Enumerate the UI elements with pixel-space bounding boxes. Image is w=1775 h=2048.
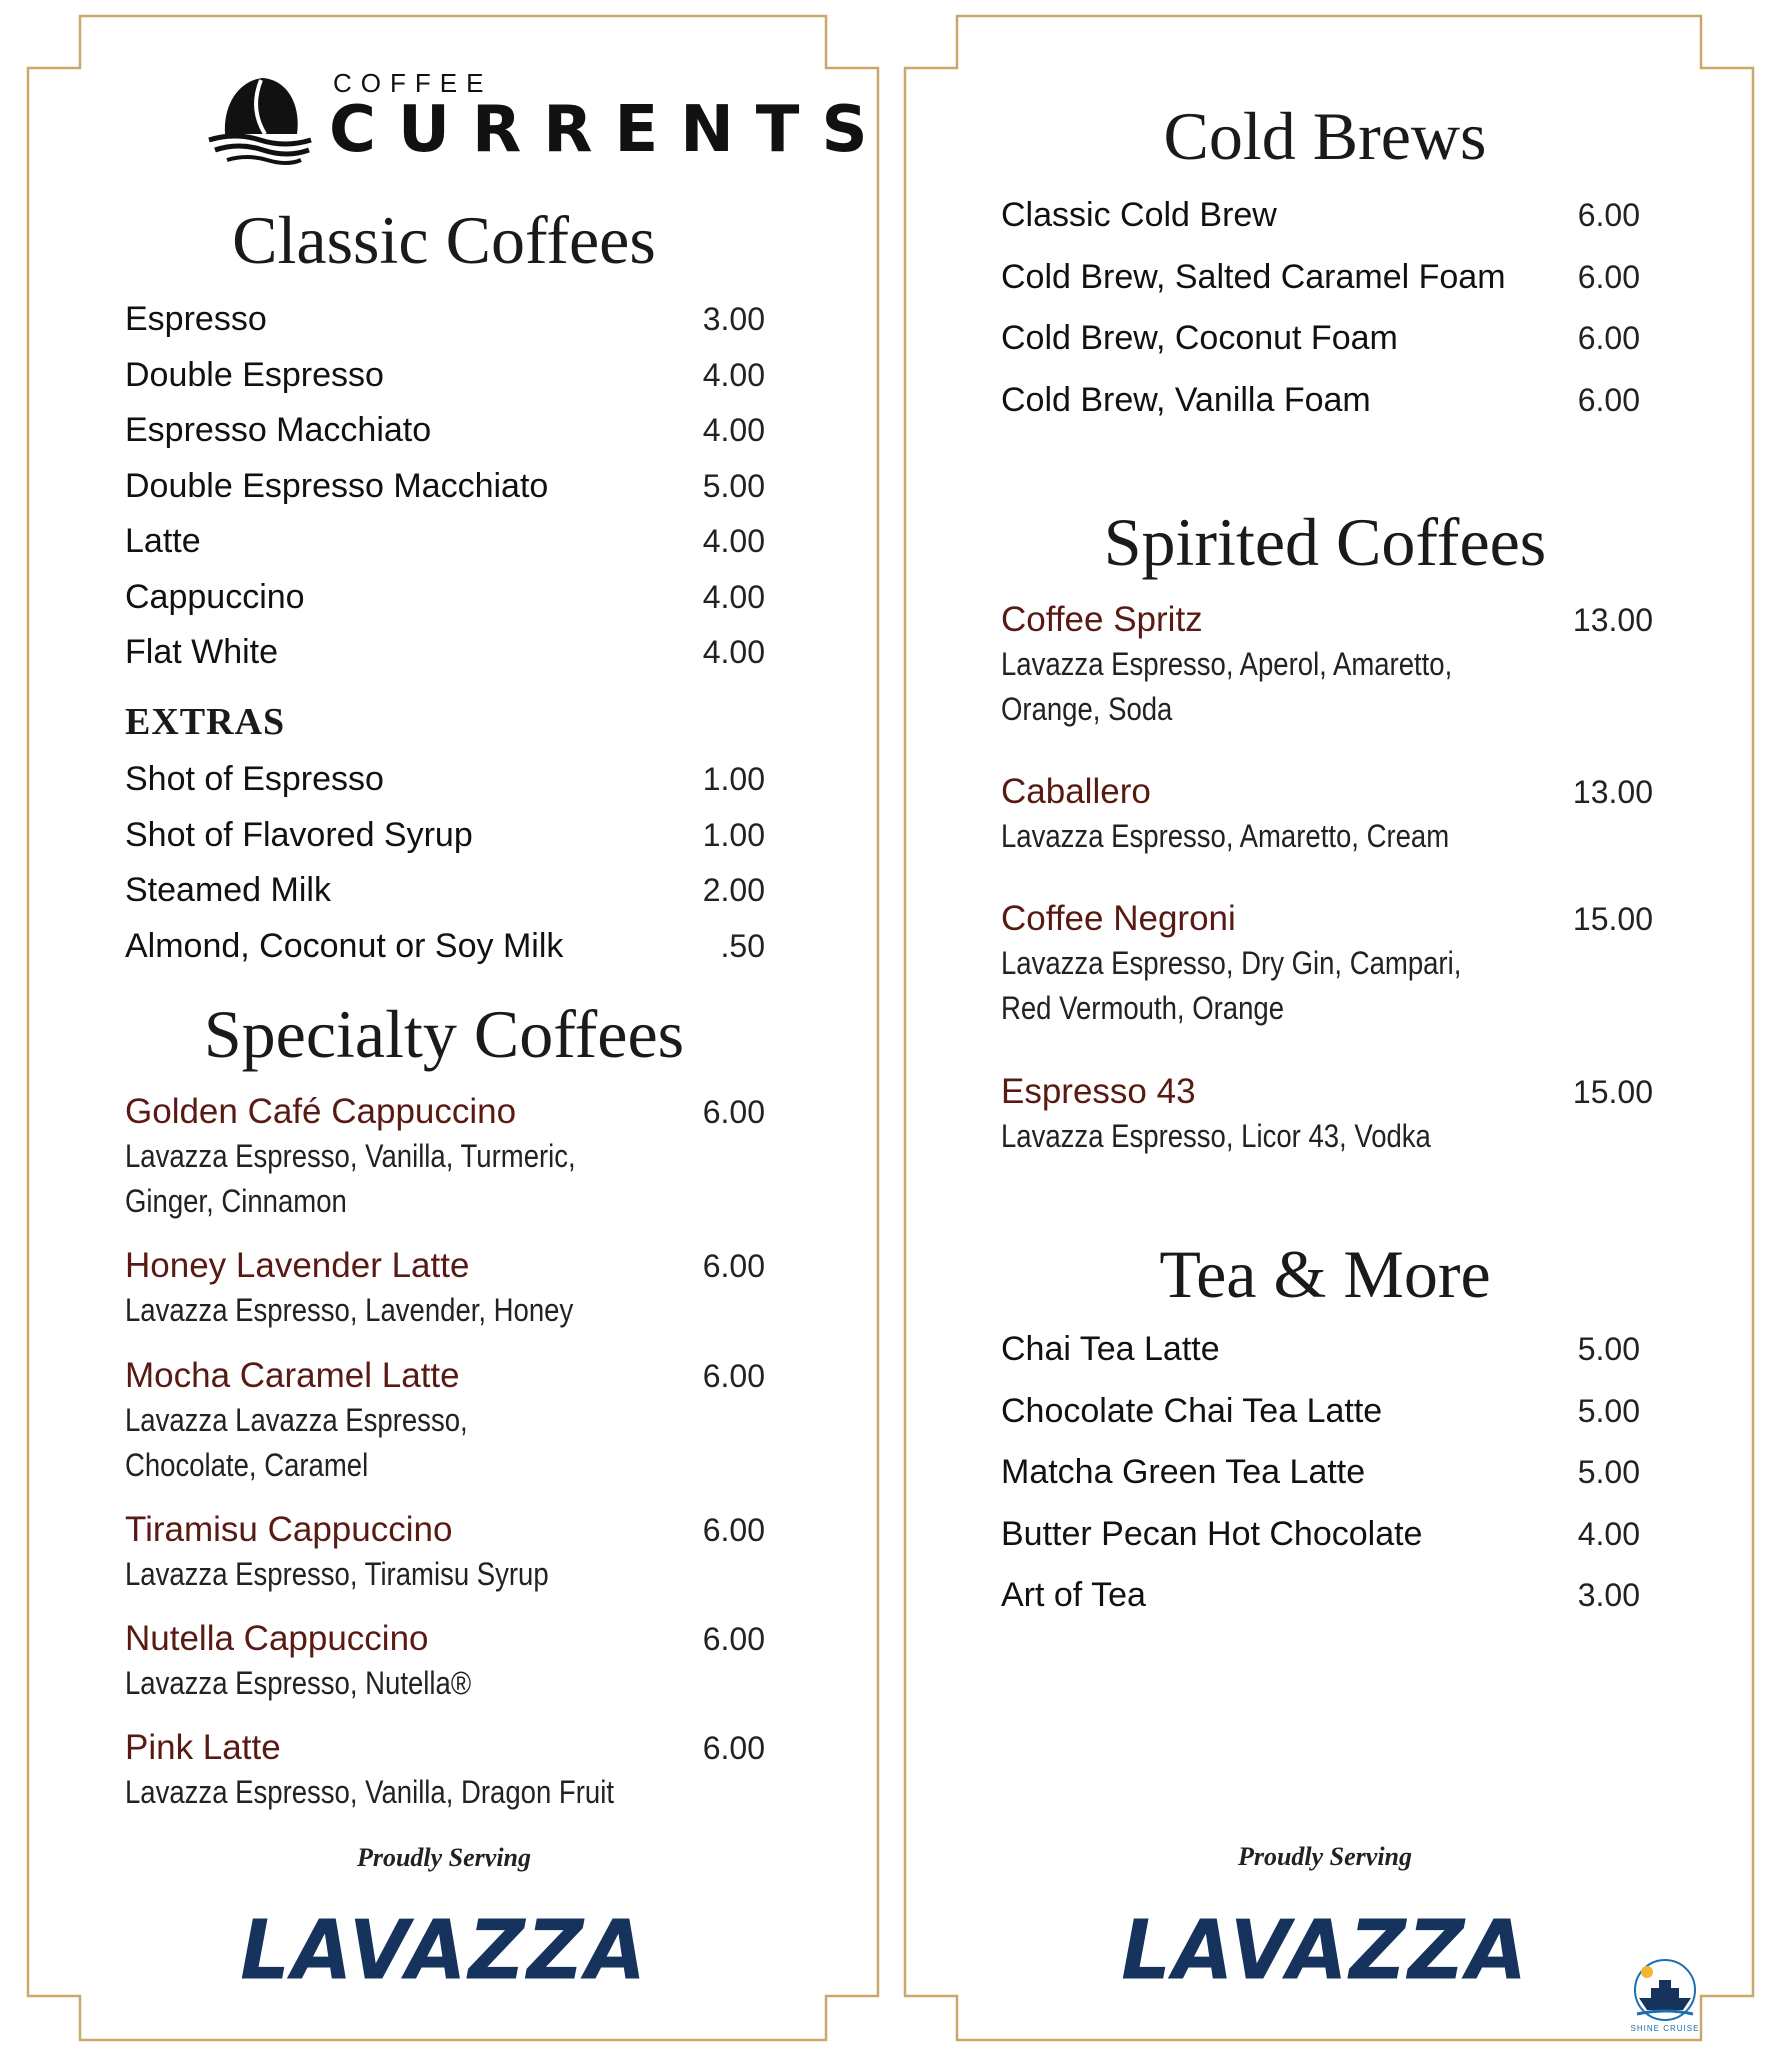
menu-item-price: 4.00 bbox=[702, 356, 765, 393]
menu-item-price: 6.00 bbox=[702, 1094, 765, 1130]
menu-item-price: 1.00 bbox=[702, 816, 765, 853]
menu-item-name: Latte bbox=[125, 522, 201, 560]
menu-item-row bbox=[1001, 1512, 1640, 1556]
menu-item-description: Lavazza Espresso, Tiramisu Syrup bbox=[125, 1556, 549, 1592]
menu-item-price: 4.00 bbox=[702, 523, 765, 559]
right-menu-panel bbox=[887, 0, 1775, 2048]
menu-item-name: Coffee Negroni bbox=[1001, 899, 1236, 938]
menu-item-name: Steamed Milk bbox=[125, 871, 331, 909]
menu-item-name: Caballero bbox=[1001, 772, 1151, 811]
menu-item-name: Double Espresso Macchiato bbox=[125, 466, 549, 505]
menu-item-name: Flat White bbox=[125, 633, 279, 671]
menu-item-name: Almond, Coconut or Soy Milk bbox=[125, 926, 564, 965]
menu-item-name: Espresso 43 bbox=[1001, 1072, 1196, 1111]
menu-item-row bbox=[125, 868, 765, 912]
menu-item-name: Cold Brew, Coconut Foam bbox=[1001, 319, 1398, 357]
menu-item-name: Double Espresso bbox=[125, 355, 384, 394]
menu-item-row bbox=[125, 519, 765, 563]
menu-item-name: Chai Tea Latte bbox=[1001, 1330, 1220, 1368]
menu-item-row bbox=[125, 757, 765, 801]
menu-item-price: 2.00 bbox=[702, 872, 765, 908]
menu-item-name: Cold Brew, Salted Caramel Foam bbox=[1001, 257, 1506, 296]
menu-item-price: 6.00 bbox=[702, 1512, 765, 1548]
menu-item-price: .50 bbox=[720, 927, 765, 964]
menu-item-description: Lavazza Espresso, Vanilla, Dragon Fruit bbox=[125, 1774, 614, 1810]
menu-item-name: Art of Tea bbox=[1001, 1576, 1146, 1614]
menu-item-row bbox=[1001, 378, 1640, 422]
proudly-serving-text: Proudly Serving bbox=[356, 1843, 532, 1872]
menu-item-price: 13.00 bbox=[1572, 602, 1653, 638]
menu-item-price: 4.00 bbox=[702, 578, 765, 615]
menu-item-price: 1.00 bbox=[702, 761, 765, 797]
cold-brews-title: Cold Brews bbox=[1163, 98, 1487, 174]
spirited-coffees-title: Spirited Coffees bbox=[1103, 504, 1547, 580]
menu-item-name: Mocha Caramel Latte bbox=[125, 1356, 460, 1395]
menu-item-row bbox=[1001, 1327, 1640, 1371]
menu-item-description: Lavazza Espresso, Aperol, Amaretto, Orange, Soda bbox=[1001, 646, 1453, 727]
menu-item-price: 5.00 bbox=[1577, 1331, 1640, 1367]
logo-currents-word: CURRENTS bbox=[329, 93, 890, 167]
menu-item-row bbox=[125, 408, 765, 452]
shine-cruise-watermark bbox=[1625, 1950, 1705, 2040]
menu-item-price: 6.00 bbox=[702, 1358, 765, 1394]
menu-item-row bbox=[1001, 316, 1640, 360]
menu-item-price: 4.00 bbox=[702, 412, 765, 448]
menu-item-price: 6.00 bbox=[1577, 320, 1640, 356]
menu-item-row bbox=[125, 813, 765, 857]
menu-item-name: Nutella Cappuccino bbox=[125, 1619, 429, 1658]
menu-item-price: 3.00 bbox=[1577, 1577, 1640, 1613]
menu-item-name: Shot of Flavored Syrup bbox=[125, 815, 473, 854]
menu-item-name: Golden Café Cappuccino bbox=[125, 1092, 517, 1131]
logo-coffee-word: COFFEE bbox=[333, 68, 493, 98]
menu-item-row bbox=[125, 924, 765, 968]
menu-item-price: 15.00 bbox=[1572, 901, 1653, 937]
menu-item-description: Lavazza Espresso, Lavender, Honey bbox=[125, 1292, 574, 1328]
menu-item-price: 5.00 bbox=[1577, 1454, 1640, 1490]
menu-item-name: Espresso bbox=[125, 300, 267, 338]
menu-item-price: 6.00 bbox=[1577, 197, 1640, 233]
menu-item-price: 15.00 bbox=[1572, 1074, 1653, 1110]
menu-item-name: Pink Latte bbox=[125, 1728, 281, 1767]
lavazza-logo: LAVAZZA bbox=[240, 1903, 648, 1999]
menu-item-description: Lavazza Lavazza Espresso, Chocolate, Caramel bbox=[125, 1402, 468, 1483]
menu-item-name: Classic Cold Brew bbox=[1001, 196, 1277, 234]
cruise-ship-icon bbox=[1625, 1950, 1705, 2024]
menu-item-price: 6.00 bbox=[702, 1621, 765, 1657]
menu-item-description: Lavazza Espresso, Licor 43, Vodka bbox=[1001, 1118, 1431, 1154]
menu-item-name: Matcha Green Tea Latte bbox=[1001, 1453, 1366, 1491]
menu-item-name: Espresso Macchiato bbox=[125, 411, 432, 449]
menu-item-row bbox=[125, 297, 765, 341]
menu-item-name: Butter Pecan Hot Chocolate bbox=[1001, 1514, 1423, 1553]
menu-item-name: Coffee Spritz bbox=[1001, 600, 1203, 639]
shine-cruise-text: SHINE CRUISE bbox=[1630, 2024, 1700, 2033]
menu-item-price: 6.00 bbox=[1577, 258, 1640, 295]
menu-item-description: Lavazza Espresso, Vanilla, Turmeric, Ginger, Cinnamon bbox=[125, 1138, 576, 1219]
menu-item-price: 5.00 bbox=[702, 467, 765, 504]
menu-item-row bbox=[1001, 255, 1640, 299]
menu-item-name: Cappuccino bbox=[125, 577, 305, 616]
menu-item-price: 6.00 bbox=[1577, 381, 1640, 418]
menu-item-price: 3.00 bbox=[702, 301, 765, 337]
menu-item-row bbox=[125, 464, 765, 508]
coffee-bean-wave-icon bbox=[205, 72, 315, 172]
extras-heading: EXTRAS bbox=[125, 701, 286, 743]
lavazza-logo-right: LAVAZZA bbox=[1121, 1903, 1529, 1999]
menu-item-price: 13.00 bbox=[1572, 774, 1653, 810]
menu-item-row bbox=[1001, 1450, 1640, 1494]
menu-item-row bbox=[1001, 1573, 1640, 1617]
menu-item-name: Shot of Espresso bbox=[125, 760, 384, 798]
coffee-currents-logo bbox=[205, 68, 890, 178]
menu-item-price: 4.00 bbox=[1577, 1515, 1640, 1552]
menu-item-price: 4.00 bbox=[702, 634, 765, 670]
menu-item-row bbox=[125, 353, 765, 397]
menu-item-price: 6.00 bbox=[702, 1248, 765, 1284]
menu-item-name: Tiramisu Cappuccino bbox=[125, 1510, 453, 1549]
menu-item-row bbox=[1001, 1389, 1640, 1433]
menu-item-name: Chocolate Chai Tea Latte bbox=[1001, 1391, 1383, 1430]
menu-item-row bbox=[1001, 193, 1640, 237]
menu-item-name: Honey Lavender Latte bbox=[125, 1246, 470, 1285]
menu-item-price: 6.00 bbox=[702, 1730, 765, 1766]
classic-coffees-title: Classic Coffees bbox=[232, 202, 656, 278]
proudly-serving-text-right: Proudly Serving bbox=[1237, 1842, 1413, 1871]
menu-item-name: Cold Brew, Vanilla Foam bbox=[1001, 380, 1371, 419]
tea-and-more-title: Tea & More bbox=[1159, 1236, 1491, 1312]
menu-item-description: Lavazza Espresso, Dry Gin, Campari, Red Vermouth, Orange bbox=[1001, 945, 1462, 1026]
menu-item-price: 5.00 bbox=[1577, 1392, 1640, 1429]
menu-item-row bbox=[125, 630, 765, 674]
menu-item-description: Lavazza Espresso, Amaretto, Cream bbox=[1001, 818, 1450, 854]
menu-item-row bbox=[125, 575, 765, 619]
menu-item-description: Lavazza Espresso, Nutella® bbox=[125, 1665, 472, 1701]
specialty-coffees-title: Specialty Coffees bbox=[203, 996, 685, 1072]
